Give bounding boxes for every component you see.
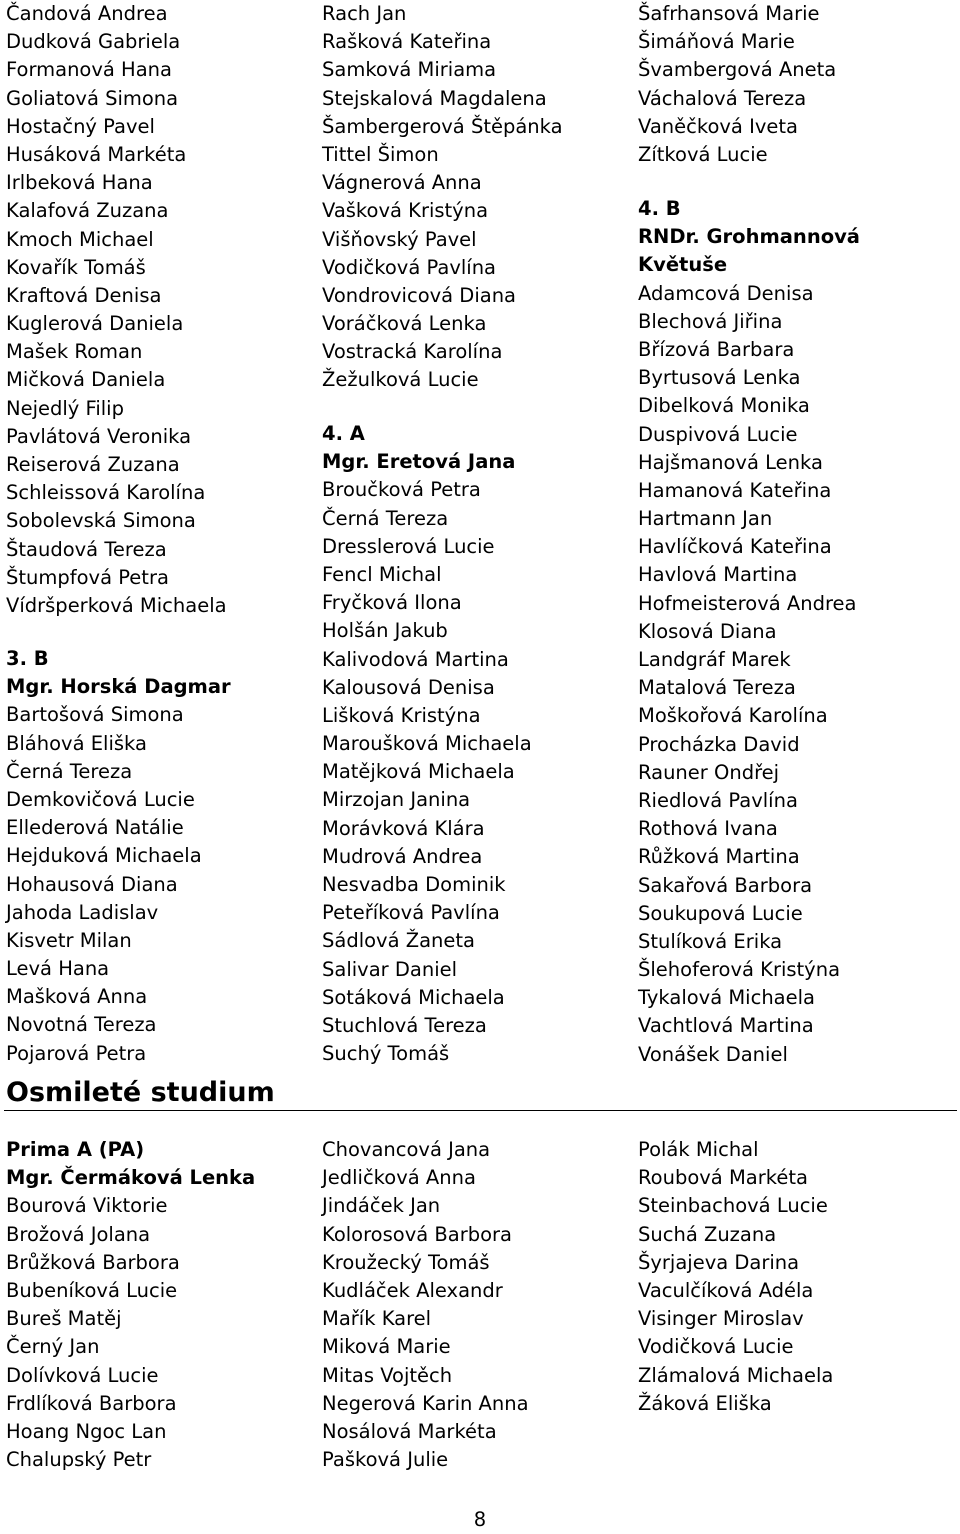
prima-a-block <box>6 1136 316 1474</box>
student-name: Visinger Miroslav <box>638 1307 804 1331</box>
student-name: Šyrjajeva Darina <box>638 1250 800 1274</box>
student-name: Čandová Andrea <box>6 2 168 25</box>
student-name: Samková Miriama <box>322 58 497 82</box>
student-name: Kroužecký Tomáš <box>322 1250 490 1274</box>
name-list <box>6 1192 316 1474</box>
student-name: Kovařík Tomáš <box>6 255 146 279</box>
student-name: Vachtlová Martina <box>638 1014 814 1038</box>
student-name: Hostačný Pavel <box>6 114 155 138</box>
class-title: 3. B <box>6 647 49 670</box>
class-3b-block <box>6 645 316 1068</box>
student-name: Višňovský Pavel <box>322 227 477 251</box>
student-name: Rauner Ondřej <box>638 760 780 784</box>
student-name: Hamanová Kateřina <box>638 478 832 502</box>
lower-column-2 <box>322 1136 632 1474</box>
student-name: Vodičková Lucie <box>638 1335 794 1359</box>
student-name: Kudláček Alexandr <box>322 1278 503 1302</box>
student-name: Vodičková Pavlína <box>322 255 497 279</box>
class-teacher: Mgr. Čermáková Lenka <box>6 1166 256 1190</box>
student-name: Sobolevská Simona <box>6 509 196 533</box>
student-name: Klosová Diana <box>638 619 777 643</box>
student-name: Mařík Karel <box>322 1307 432 1331</box>
name-list <box>638 0 948 169</box>
class-teacher: Mgr. Horská Dagmar <box>6 675 231 699</box>
lower-column-3 <box>638 1136 948 1418</box>
student-name: Rothová Ivana <box>638 817 778 841</box>
student-name: Steinbachová Lucie <box>638 1194 828 1218</box>
student-name: Sotáková Michaela <box>322 985 505 1009</box>
student-name: Kalivodová Martina <box>322 647 509 671</box>
student-name: Rašková Kateřina <box>322 30 492 54</box>
student-name: Mirzojan Janina <box>322 788 471 812</box>
student-name: Broučková Petra <box>322 478 481 502</box>
student-name: Černá Tereza <box>322 506 449 530</box>
class-4a-block <box>322 420 632 1068</box>
student-name: Salivar Daniel <box>322 957 458 981</box>
student-name: Nesvadba Dominik <box>322 873 506 896</box>
student-name: Duspivová Lucie <box>638 422 798 446</box>
student-name: Jahoda Ladislav <box>6 900 159 924</box>
class-title: Prima A (PA) <box>6 1138 145 1161</box>
student-name: Kraftová Denisa <box>6 283 162 307</box>
student-name: Dolívková Lucie <box>6 1363 159 1387</box>
student-name: Hofmeisterová Andrea <box>638 591 857 615</box>
student-name: Tykalová Michaela <box>638 986 815 1010</box>
student-name: Vaculčíková Adéla <box>638 1278 814 1302</box>
page-number: 8 <box>473 1508 487 1531</box>
student-name: Váchalová Tereza <box>638 86 807 110</box>
student-name: Stejskalová Magdalena <box>322 86 547 110</box>
student-name: Mitas Vojtěch <box>322 1363 453 1387</box>
student-name: Kolorosová Barbora <box>322 1222 513 1246</box>
student-name: Peteříková Pavlína <box>322 901 500 925</box>
name-list <box>322 476 632 1068</box>
student-name: Pašková Julie <box>322 1448 449 1472</box>
class-4b-block <box>638 195 948 1069</box>
student-name: Stuchlová Tereza <box>322 1013 487 1037</box>
student-name: Vídršperková Michaela <box>6 593 227 617</box>
student-name: Bureš Matěj <box>6 1307 122 1331</box>
student-name: Černý Jan <box>6 1335 100 1359</box>
student-name: Kisvetr Milan <box>6 928 132 952</box>
student-name: Kalousová Denisa <box>322 675 495 699</box>
student-name: Suchý Tomáš <box>322 1042 450 1066</box>
name-list <box>6 0 316 620</box>
student-name: Jindáček Jan <box>322 1194 441 1218</box>
student-name: Mičková Daniela <box>6 368 166 392</box>
name-list <box>322 0 632 395</box>
student-name: Vaněčková Iveta <box>638 114 798 138</box>
student-name: Kuglerová Daniela <box>6 312 184 336</box>
class-title: 4. B <box>638 197 681 220</box>
student-name: Nejedlý Filip <box>6 396 124 420</box>
student-name: Žežulková Lucie <box>322 368 479 392</box>
section-heading: Osmileté studium <box>6 1077 275 1108</box>
student-name: Štumpfová Petra <box>6 565 169 589</box>
student-name: Moškořová Karolína <box>638 704 828 728</box>
student-name: Bubeníková Lucie <box>6 1278 178 1302</box>
section-divider <box>4 1110 957 1111</box>
student-name: Polák Michal <box>638 1138 759 1161</box>
student-name: Štaudová Tereza <box>6 537 167 561</box>
student-name: Vágnerová Anna <box>322 171 482 195</box>
student-name: Novotná Tereza <box>6 1013 157 1037</box>
student-name: Stulíková Erika <box>638 929 783 953</box>
student-name: Černá Tereza <box>6 759 133 783</box>
student-name: Chalupský Petr <box>6 1448 152 1472</box>
student-name: Sádlová Žaneta <box>322 929 476 953</box>
student-name: Vostracká Karolína <box>322 340 503 364</box>
student-name: Šlehoferová Kristýna <box>638 958 841 982</box>
student-name: Husáková Markéta <box>6 142 187 166</box>
student-name: Formanová Hana <box>6 58 172 82</box>
name-list <box>638 1136 948 1418</box>
student-name: Irlbeková Hana <box>6 171 153 195</box>
student-name: Levá Hana <box>6 957 110 981</box>
student-name: Byrtusová Lenka <box>638 366 801 390</box>
student-name: Pojarová Petra <box>6 1041 147 1065</box>
student-name: Zítková Lucie <box>638 142 768 166</box>
student-name: Adamcová Denisa <box>638 281 814 305</box>
student-name: Tittel Šimon <box>322 142 439 166</box>
student-name: Roubová Markéta <box>638 1166 808 1190</box>
student-name: Kmoch Michael <box>6 227 154 251</box>
class-teacher: RNDr. Grohmannová <box>638 225 860 249</box>
upper-column-3 <box>638 0 948 169</box>
student-name: Ellederová Natálie <box>6 816 184 840</box>
student-name: Frdlíková Barbora <box>6 1391 177 1415</box>
student-name: Vonášek Daniel <box>638 1042 788 1066</box>
student-name: Šambergerová Štěpánka <box>322 114 563 138</box>
student-name: Nosálová Markéta <box>322 1419 497 1443</box>
student-name: Procházka David <box>638 732 800 756</box>
student-name: Dibelková Monika <box>638 394 810 418</box>
student-name: Havlová Martina <box>638 563 798 587</box>
student-name: Růžková Martina <box>638 845 800 869</box>
student-name: Miková Marie <box>322 1335 451 1359</box>
student-name: Hohausová Diana <box>6 872 178 896</box>
student-name: Blechová Jiřina <box>638 309 783 333</box>
name-list <box>6 701 316 1067</box>
student-name: Landgráf Marek <box>638 648 791 671</box>
student-name: Maroušková Michaela <box>322 732 532 756</box>
student-name: Rach Jan <box>322 2 407 25</box>
student-name: Matějková Michaela <box>322 760 515 784</box>
student-name: Demkovičová Lucie <box>6 787 195 811</box>
student-name: Mašková Anna <box>6 985 148 1009</box>
upper-column-2 <box>322 0 632 395</box>
student-name: Hajšmanová Lenka <box>638 450 823 474</box>
student-name: Bourová Viktorie <box>6 1194 168 1218</box>
student-name: Zlámalová Michaela <box>638 1363 834 1387</box>
student-name: Pavlátová Veronika <box>6 424 192 448</box>
student-name: Mudrová Andrea <box>322 844 483 868</box>
student-name: Schleissová Karolína <box>6 481 206 505</box>
student-name: Hoang Ngoc Lan <box>6 1419 167 1443</box>
student-name: Žáková Eliška <box>638 1391 772 1415</box>
upper-column-1 <box>6 0 316 620</box>
student-name: Hejduková Michaela <box>6 844 202 868</box>
student-name: Brožová Jolana <box>6 1222 151 1246</box>
student-name: Sakařová Barbora <box>638 873 813 897</box>
student-name: Šafrhansová Marie <box>638 2 820 25</box>
student-name: Švambergová Aneta <box>638 58 837 82</box>
student-name: Lišková Kristýna <box>322 703 481 727</box>
student-name: Břízová Barbara <box>638 337 795 361</box>
student-name: Fencl Michal <box>322 562 442 586</box>
student-name: Reiserová Zuzana <box>6 453 180 476</box>
student-name: Bláhová Eliška <box>6 731 147 755</box>
name-list <box>322 1136 632 1474</box>
student-name: Vondrovicová Diana <box>322 283 517 307</box>
student-name: Riedlová Pavlína <box>638 788 798 812</box>
student-name: Kalafová Zuzana <box>6 199 169 223</box>
class-teacher: Mgr. Eretová Jana <box>322 450 516 474</box>
student-name: Holšán Jakub <box>322 619 448 643</box>
student-name: Morávková Klára <box>322 816 485 840</box>
student-name: Brůžková Barbora <box>6 1250 180 1274</box>
student-name: Goliatová Simona <box>6 86 179 110</box>
student-name: Jedličková Anna <box>322 1166 476 1190</box>
student-name: Matalová Tereza <box>638 676 796 700</box>
student-name: Soukupová Lucie <box>638 901 803 925</box>
student-name: Suchá Zuzana <box>638 1222 777 1246</box>
name-list <box>638 280 948 1069</box>
student-name: Hartmann Jan <box>638 507 773 531</box>
class-teacher-continued: Květuše <box>638 253 728 277</box>
student-name: Negerová Karin Anna <box>322 1391 529 1415</box>
class-title: 4. A <box>322 422 365 445</box>
student-name: Mašek Roman <box>6 340 143 364</box>
student-name: Dresslerová Lucie <box>322 534 495 558</box>
student-name: Fryčková Ilona <box>322 591 462 615</box>
student-name: Havlíčková Kateřina <box>638 535 832 559</box>
student-name: Chovancová Jana <box>322 1138 491 1161</box>
student-name: Vašková Kristýna <box>322 199 489 223</box>
student-name: Voráčková Lenka <box>322 312 487 336</box>
student-name: Šimáňová Marie <box>638 30 795 54</box>
student-name: Bartošová Simona <box>6 703 184 727</box>
student-name: Dudková Gabriela <box>6 30 181 54</box>
